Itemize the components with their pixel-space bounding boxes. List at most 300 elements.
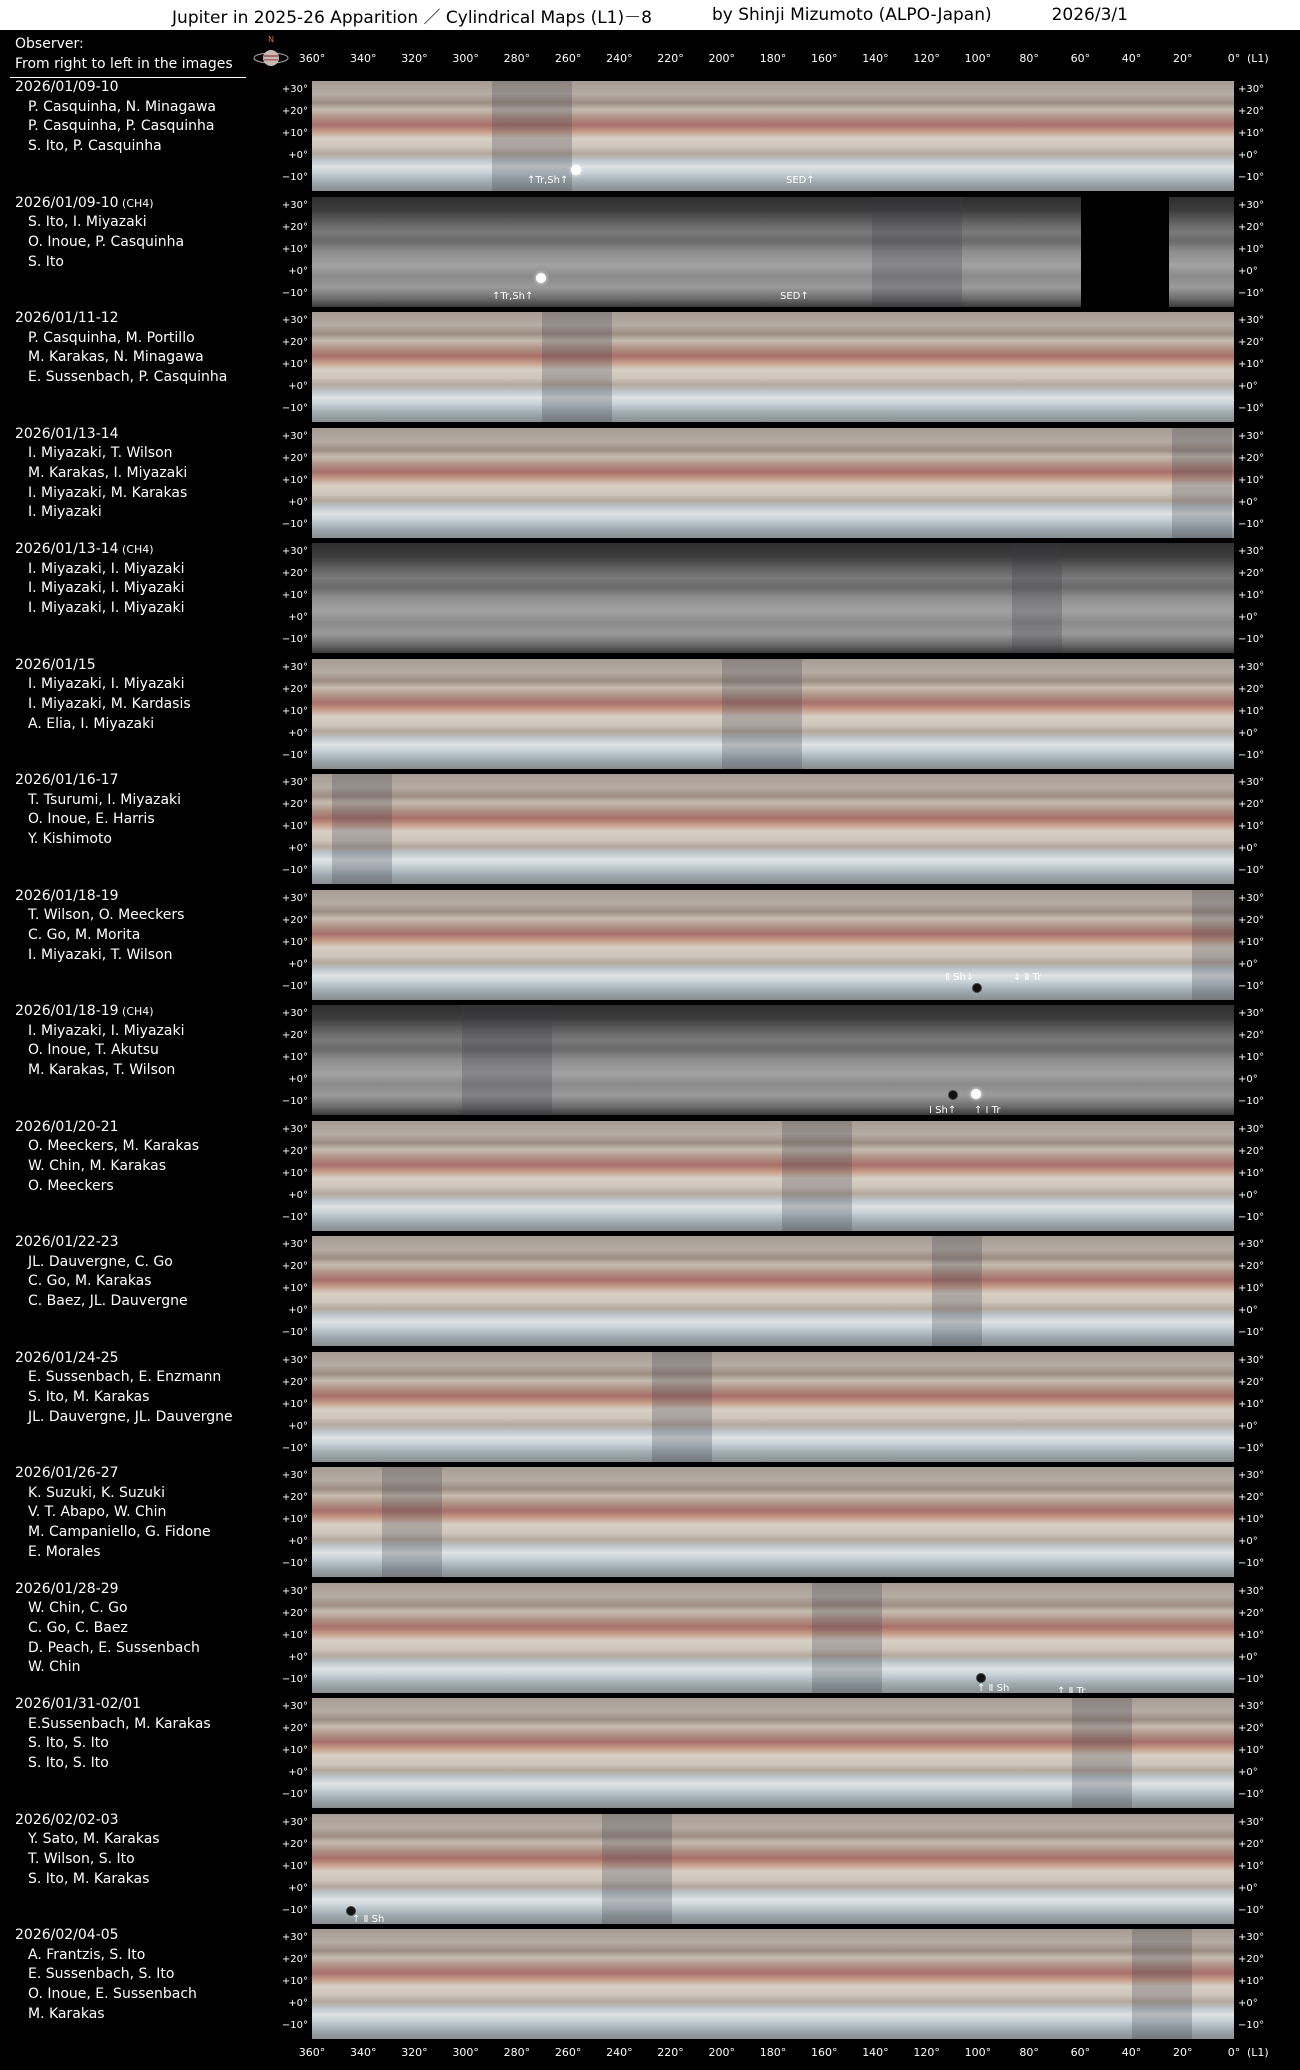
- observation-date: 2026/01/20-21: [15, 1118, 119, 1135]
- observation-date: 2026/01/31-02/01: [15, 1696, 142, 1712]
- latitude-tick: +30°: [281, 1008, 308, 1019]
- latitude-tick: −10°: [1238, 1789, 1265, 1800]
- latitude-tick: +30°: [281, 1932, 308, 1943]
- map-panel: [0, 1002, 1300, 1115]
- observation-date: 2026/01/18-19 (CH4): [15, 1003, 154, 1019]
- observer-names: M. Karakas, N. Minagawa: [28, 349, 204, 366]
- latitude-tick: +0°: [1238, 1998, 1258, 2009]
- latitude-scale-left: [260, 540, 308, 653]
- latitude-tick: +30°: [1238, 1239, 1265, 1250]
- longitude-tick: 160°: [810, 2046, 838, 2059]
- latitude-scale-right: [1238, 771, 1294, 884]
- feature-annotation: ↑ Ⅱ Sh: [352, 1913, 385, 1924]
- color-cylindrical-map: [312, 1695, 1234, 1808]
- filter-tag: (CH4): [118, 543, 154, 556]
- latitude-tick: −10°: [1238, 1442, 1265, 1454]
- latitude-tick: +10°: [281, 1629, 308, 1641]
- longitude-tick: 260°: [554, 52, 582, 65]
- latitude-tick: +30°: [281, 430, 308, 442]
- latitude-tick: +30°: [1238, 1123, 1265, 1135]
- latitude-tick: +10°: [1238, 1860, 1265, 1872]
- latitude-scale-left: [260, 425, 308, 538]
- longitude-tick: 80°: [1019, 2046, 1039, 2059]
- latitude-tick: +20°: [281, 914, 308, 926]
- feature-annotation: ↑ Ⅱ Tr: [1057, 1685, 1086, 1693]
- color-cylindrical-map: [312, 78, 1234, 191]
- latitude-tick: +0°: [1238, 265, 1258, 277]
- latitude-tick: +0°: [288, 1767, 308, 1778]
- latitude-tick: +20°: [281, 452, 308, 464]
- map-panel: [0, 194, 1300, 307]
- satellite-disk: [571, 165, 581, 175]
- latitude-tick: −10°: [1238, 980, 1265, 992]
- latitude-tick: +20°: [281, 1954, 308, 1965]
- observer-names: S. Ito, S. Ito: [28, 1755, 109, 1772]
- latitude-scale-left: [260, 1118, 308, 1231]
- latitude-tick: −10°: [281, 865, 308, 876]
- latitude-tick: +20°: [281, 568, 308, 579]
- feature-annotation: Ⅰ Sh↑: [929, 1105, 957, 1115]
- latitude-tick: +0°: [288, 843, 308, 854]
- latitude-tick: +20°: [1238, 337, 1265, 348]
- latitude-tick: +10°: [1238, 1283, 1265, 1294]
- latitude-tick: +0°: [288, 381, 308, 392]
- satellite-shadow: [976, 1673, 986, 1683]
- longitude-tick: 120°: [913, 2046, 940, 2059]
- longitude-tick: 20°: [1173, 52, 1193, 65]
- latitude-tick: +10°: [1238, 1167, 1265, 1179]
- longitude-tick: 40°: [1121, 52, 1142, 65]
- latitude-tick: +10°: [1238, 1398, 1265, 1410]
- latitude-scale-left: [260, 771, 308, 884]
- latitude-tick: −10°: [1238, 749, 1265, 761]
- latitude-tick: +30°: [1238, 1354, 1265, 1366]
- latitude-tick: +0°: [288, 1420, 308, 1432]
- observer-names: C. Go, C. Baez: [28, 1619, 128, 1636]
- longitude-tick: 200°: [708, 52, 736, 65]
- latitude-tick: +30°: [281, 777, 308, 788]
- observer-names: V. T. Abapo, W. Chin: [28, 1504, 167, 1521]
- latitude-tick: +20°: [1238, 1261, 1265, 1272]
- map-panel: [0, 1349, 1300, 1462]
- longitude-tick: 240°: [606, 52, 633, 65]
- observer-names: E. Sussenbach, E. Enzmann: [28, 1369, 222, 1386]
- observer-names: I. Miyazaki, M. Karakas: [28, 484, 188, 501]
- observer-names: I. Miyazaki, T. Wilson: [28, 445, 173, 462]
- observer-names: O. Meeckers: [28, 1177, 114, 1194]
- latitude-tick: +0°: [1238, 1189, 1258, 1201]
- feature-annotation: ↑ Ⅱ Sh: [977, 1682, 1010, 1693]
- image-seam: [332, 774, 392, 884]
- observer-names: Y. Kishimoto: [28, 831, 112, 848]
- latitude-tick: +30°: [281, 315, 308, 326]
- latitude-scale-right: [1238, 309, 1294, 422]
- latitude-tick: +10°: [281, 1283, 308, 1294]
- latitude-tick: +20°: [1238, 799, 1265, 810]
- longitude-tick: 140°: [862, 2046, 889, 2059]
- longitude-system-label: (L1): [1247, 2046, 1269, 2059]
- longitude-tick: 0°: [1227, 2046, 1241, 2059]
- latitude-tick: −10°: [281, 1673, 308, 1685]
- latitude-tick: +30°: [1238, 84, 1265, 95]
- latitude-tick: +30°: [1238, 661, 1265, 673]
- map-panel: [0, 1118, 1300, 1231]
- observer-names: E. Sussenbach, S. Ito: [28, 1966, 175, 1983]
- latitude-tick: +10°: [281, 1167, 308, 1179]
- latitude-tick: −10°: [281, 980, 308, 992]
- latitude-tick: +0°: [1238, 1651, 1258, 1663]
- latitude-tick: +20°: [1238, 1607, 1265, 1619]
- latitude-tick: +0°: [1238, 496, 1258, 508]
- observation-date: 2026/01/28-29: [15, 1580, 119, 1597]
- image-seam: [1012, 543, 1062, 653]
- observation-date: 2026/01/11-12: [15, 310, 119, 326]
- color-cylindrical-map: [312, 1926, 1234, 2039]
- longitude-tick: 180°: [759, 52, 787, 65]
- latitude-tick: +10°: [281, 1745, 308, 1756]
- latitude-tick: +10°: [1238, 474, 1265, 486]
- feature-annotation: Ⅱ Sh↓: [945, 971, 975, 983]
- observer-names: M. Karakas: [28, 2005, 105, 2022]
- latitude-tick: +20°: [281, 1261, 308, 1272]
- longitude-axis-top: [298, 52, 1300, 72]
- observation-date: 2026/01/13-14: [15, 425, 119, 442]
- methane-band-map: [312, 540, 1234, 653]
- latitude-tick: +30°: [281, 1354, 308, 1366]
- latitude-tick: −10°: [1238, 1327, 1265, 1338]
- observer-names: D. Peach, E. Sussenbach: [28, 1639, 200, 1656]
- observer-names: M. Karakas, T. Wilson: [28, 1062, 176, 1079]
- latitude-tick: +30°: [1238, 1701, 1265, 1712]
- latitude-scale-right: [1238, 78, 1294, 191]
- latitude-tick: +10°: [281, 1976, 308, 1987]
- color-cylindrical-map: [312, 425, 1234, 538]
- observation-date: 2026/01/26-27: [15, 1465, 119, 1481]
- observer-names: P. Casquinha, M. Portillo: [28, 329, 195, 346]
- observation-date: 2026/01/09-10 (CH4): [15, 194, 154, 211]
- latitude-tick: +20°: [281, 1145, 308, 1157]
- longitude-tick: 40°: [1121, 2046, 1142, 2059]
- latitude-tick: +0°: [288, 1882, 308, 1894]
- latitude-tick: −10°: [1238, 518, 1265, 530]
- latitude-tick: −10°: [281, 1558, 308, 1569]
- latitude-tick: +0°: [1238, 727, 1258, 739]
- latitude-tick: −10°: [1238, 1673, 1265, 1685]
- latitude-tick: +0°: [288, 1074, 308, 1085]
- latitude-tick: +10°: [281, 821, 308, 832]
- observer-names: I. Miyazaki, M. Kardasis: [28, 695, 191, 712]
- latitude-tick: +30°: [281, 199, 308, 211]
- observer-names: S. Ito, S. Ito: [28, 1735, 109, 1752]
- observer-names: Y. Sato, M. Karakas: [28, 1831, 160, 1848]
- latitude-scale-left: [260, 1349, 308, 1462]
- north-label: N: [268, 35, 274, 44]
- observer-names: A. Elia, I. Miyazaki: [28, 715, 155, 732]
- latitude-tick: +0°: [1238, 1305, 1258, 1316]
- latitude-tick: +0°: [1238, 1767, 1258, 1778]
- image-seam: [872, 197, 962, 307]
- latitude-tick: −10°: [281, 1327, 308, 1338]
- latitude-scale-right: [1238, 1580, 1294, 1693]
- latitude-tick: −10°: [281, 287, 308, 299]
- observer-names: T. Tsurumi, I. Miyazaki: [28, 791, 182, 808]
- observer-names: I. Miyazaki, I. Miyazaki: [28, 560, 185, 577]
- latitude-tick: +20°: [1238, 1376, 1265, 1388]
- latitude-tick: −10°: [281, 634, 308, 645]
- map-panel: [0, 1580, 1300, 1693]
- observer-names: I. Miyazaki, I. Miyazaki: [28, 1022, 185, 1039]
- image-seam: [932, 1236, 982, 1346]
- latitude-tick: +10°: [1238, 821, 1265, 832]
- color-cylindrical-map: [312, 656, 1234, 769]
- feature-annotation: ↑ Ⅰ Tr: [974, 1105, 1001, 1115]
- map-panel: [0, 540, 1300, 653]
- title-bar: [0, 0, 1300, 30]
- observer-names: M. Campaniello, G. Fidone: [28, 1524, 211, 1541]
- latitude-tick: −10°: [1238, 865, 1265, 876]
- observer-names: C. Go, M. Karakas: [28, 1273, 152, 1290]
- latitude-scale-right: [1238, 194, 1294, 307]
- feature-annotation: ↑Tr,Sh↑: [492, 290, 534, 302]
- observer-names: E. Morales: [28, 1543, 101, 1560]
- longitude-tick: 160°: [810, 52, 838, 65]
- latitude-tick: +20°: [1238, 106, 1265, 117]
- map-panel: [0, 309, 1300, 422]
- observer-names: I. Miyazaki, I. Miyazaki: [28, 676, 185, 693]
- color-cylindrical-map: [312, 309, 1234, 422]
- latitude-tick: +0°: [288, 1536, 308, 1547]
- latitude-tick: +30°: [1238, 1585, 1265, 1597]
- latitude-tick: +30°: [281, 1470, 308, 1481]
- observer-names: E. Sussenbach, P. Casquinha: [28, 369, 228, 386]
- latitude-tick: −10°: [281, 1096, 308, 1107]
- latitude-tick: +20°: [281, 1492, 308, 1503]
- observation-date: 2026/01/18-19: [15, 887, 119, 904]
- map-panel: [0, 425, 1300, 538]
- longitude-tick: 60°: [1070, 2046, 1091, 2059]
- latitude-tick: +0°: [288, 1998, 308, 2009]
- latitude-tick: +20°: [281, 1723, 308, 1734]
- latitude-tick: −10°: [1238, 172, 1265, 183]
- map-panel: [0, 1233, 1300, 1346]
- longitude-tick: 80°: [1019, 52, 1039, 65]
- observation-date: 2026/01/16-17: [15, 772, 119, 788]
- longitude-tick: 260°: [554, 2046, 582, 2059]
- observer-names: I. Miyazaki: [28, 504, 102, 521]
- latitude-tick: +20°: [1238, 683, 1265, 695]
- latitude-tick: +30°: [1238, 777, 1265, 788]
- latitude-tick: +0°: [1238, 150, 1258, 161]
- color-cylindrical-map: [312, 1233, 1234, 1346]
- satellite-shadow: [948, 1090, 958, 1100]
- observer-names: I. Miyazaki, I. Miyazaki: [28, 600, 185, 617]
- latitude-tick: +20°: [1238, 1030, 1265, 1041]
- latitude-tick: −10°: [1238, 1096, 1265, 1107]
- observer-names: K. Suzuki, K. Suzuki: [28, 1484, 166, 1501]
- latitude-scale-right: [1238, 656, 1294, 769]
- latitude-tick: −10°: [1238, 2020, 1265, 2031]
- latitude-tick: +30°: [281, 892, 308, 904]
- latitude-tick: +20°: [1238, 568, 1265, 579]
- latitude-scale-left: [260, 1233, 308, 1346]
- latitude-tick: +10°: [1238, 936, 1265, 948]
- author-credit: by Shinji Mizumoto (ALPO-Japan): [711, 5, 992, 25]
- latitude-scale-right: [1238, 1002, 1294, 1115]
- observer-names: O. Inoue, E. Sussenbach: [28, 1986, 197, 2003]
- image-seam: [782, 1121, 852, 1231]
- latitude-tick: +20°: [1238, 1954, 1265, 1965]
- jupiter-orientation-icon: [251, 34, 291, 74]
- latitude-scale-right: [1238, 1811, 1294, 1924]
- image-seam: [812, 1583, 882, 1693]
- latitude-tick: +10°: [281, 1514, 308, 1525]
- latitude-tick: +30°: [281, 1123, 308, 1135]
- longitude-axis-bottom: [298, 2046, 1300, 2066]
- latitude-tick: +20°: [1238, 1145, 1265, 1157]
- latitude-tick: +20°: [281, 106, 308, 117]
- latitude-tick: +0°: [1238, 612, 1258, 623]
- latitude-tick: +20°: [281, 683, 308, 695]
- publish-date: 2026/3/1: [1051, 5, 1128, 25]
- latitude-scale-left: [260, 1464, 308, 1577]
- image-seam: [1172, 428, 1232, 538]
- longitude-tick: 360°: [298, 2046, 326, 2059]
- observer-names: A. Frantzis, S. Ito: [28, 1946, 146, 1963]
- latitude-tick: +10°: [1238, 1052, 1265, 1063]
- latitude-tick: +30°: [1238, 1008, 1265, 1019]
- latitude-tick: +30°: [281, 1701, 308, 1712]
- observer-names: T. Wilson, S. Ito: [28, 1850, 135, 1867]
- latitude-tick: +0°: [288, 1305, 308, 1316]
- latitude-tick: +20°: [1238, 452, 1265, 464]
- map-panel: [0, 771, 1300, 884]
- latitude-tick: +30°: [1238, 1932, 1265, 1943]
- longitude-tick: 220°: [657, 52, 684, 65]
- latitude-tick: +0°: [1238, 843, 1258, 854]
- observer-order-note: From right to left in the images: [15, 56, 233, 72]
- latitude-tick: +10°: [1238, 1514, 1265, 1525]
- latitude-tick: +10°: [281, 1398, 308, 1410]
- latitude-tick: +20°: [281, 799, 308, 810]
- feature-annotation: SED↑: [786, 175, 815, 186]
- latitude-tick: +20°: [281, 337, 308, 348]
- observer-names: S. Ito, M. Karakas: [28, 1388, 150, 1405]
- latitude-tick: +10°: [281, 359, 308, 370]
- latitude-tick: +20°: [281, 1607, 308, 1619]
- latitude-tick: −10°: [281, 2020, 308, 2031]
- latitude-scale-left: [260, 309, 308, 422]
- latitude-scale-left: [260, 78, 308, 191]
- latitude-tick: +30°: [1238, 315, 1265, 326]
- image-seam: [652, 1352, 712, 1462]
- image-seam: [382, 1467, 442, 1577]
- latitude-tick: +30°: [281, 1585, 308, 1597]
- latitude-tick: +30°: [1238, 199, 1265, 211]
- latitude-tick: −10°: [281, 749, 308, 761]
- feature-annotation: ↑Tr,Sh↑: [527, 175, 569, 186]
- latitude-tick: −10°: [281, 1442, 308, 1454]
- latitude-tick: +10°: [1238, 128, 1265, 139]
- longitude-tick: 320°: [401, 2046, 428, 2059]
- longitude-tick: 360°: [298, 52, 326, 65]
- satellite-disk: [536, 273, 546, 283]
- longitude-tick: 140°: [862, 52, 889, 65]
- latitude-tick: +0°: [288, 150, 308, 161]
- latitude-tick: +10°: [281, 243, 308, 255]
- latitude-tick: +30°: [1238, 430, 1265, 442]
- observer-label: Observer:: [15, 36, 84, 52]
- latitude-scale-right: [1238, 425, 1294, 538]
- latitude-tick: +20°: [281, 221, 308, 233]
- latitude-tick: +10°: [1238, 1629, 1265, 1641]
- latitude-tick: −10°: [281, 403, 308, 414]
- longitude-tick: 300°: [452, 52, 479, 65]
- map-panel: [0, 887, 1300, 1000]
- methane-band-map: [312, 194, 1234, 307]
- latitude-tick: +20°: [1238, 914, 1265, 926]
- latitude-scale-right: [1238, 1926, 1294, 2039]
- latitude-tick: −10°: [281, 518, 308, 530]
- latitude-tick: −10°: [1238, 403, 1265, 414]
- image-seam: [1132, 1929, 1192, 2039]
- latitude-tick: −10°: [281, 1789, 308, 1800]
- latitude-tick: +30°: [281, 84, 308, 95]
- page-title: Jupiter in 2025-26 Apparition ／ Cylindrical Maps (L1)－8: [172, 7, 652, 28]
- map-panel: [0, 656, 1300, 769]
- image-seam: [462, 1005, 552, 1115]
- latitude-tick: +10°: [1238, 243, 1265, 255]
- latitude-tick: +30°: [281, 1239, 308, 1250]
- color-cylindrical-map: [312, 1464, 1234, 1577]
- latitude-scale-left: [260, 887, 308, 1000]
- latitude-tick: +30°: [281, 1816, 308, 1828]
- color-cylindrical-map: [312, 1349, 1234, 1462]
- latitude-tick: +30°: [281, 661, 308, 673]
- latitude-tick: +20°: [1238, 221, 1265, 233]
- latitude-scale-left: [260, 656, 308, 769]
- latitude-tick: +10°: [281, 590, 308, 601]
- latitude-scale-right: [1238, 1695, 1294, 1808]
- observer-names: E.Sussenbach, M. Karakas: [28, 1715, 211, 1732]
- latitude-tick: −10°: [1238, 1904, 1265, 1916]
- longitude-tick: 240°: [606, 2046, 633, 2059]
- latitude-tick: −10°: [1238, 1558, 1265, 1569]
- latitude-tick: +10°: [281, 1860, 308, 1872]
- latitude-scale-right: [1238, 1118, 1294, 1231]
- observer-names: S. Ito: [28, 253, 64, 270]
- image-seam: [602, 1814, 672, 1924]
- observer-names: W. Chin, M. Karakas: [28, 1157, 167, 1174]
- latitude-tick: +10°: [281, 128, 308, 139]
- latitude-tick: −10°: [1238, 287, 1265, 299]
- latitude-tick: +0°: [1238, 1536, 1258, 1547]
- image-seam: [722, 659, 802, 769]
- latitude-tick: +0°: [1238, 381, 1258, 392]
- latitude-tick: +30°: [1238, 1470, 1265, 1481]
- latitude-tick: +0°: [288, 265, 308, 277]
- latitude-scale-left: [260, 1811, 308, 1924]
- satellite-disk: [971, 1089, 981, 1099]
- latitude-tick: +10°: [281, 474, 308, 486]
- latitude-scale-right: [1238, 1464, 1294, 1577]
- observer-names: S. Ito, M. Karakas: [28, 1870, 150, 1887]
- latitude-tick: +10°: [1238, 590, 1265, 601]
- latitude-scale-left: [260, 1695, 308, 1808]
- missing-data-gap: [1081, 197, 1169, 307]
- latitude-scale-right: [1238, 1349, 1294, 1462]
- observer-names: C. Baez, JL. Dauvergne: [28, 1293, 188, 1310]
- observer-names: W. Chin: [28, 1659, 81, 1676]
